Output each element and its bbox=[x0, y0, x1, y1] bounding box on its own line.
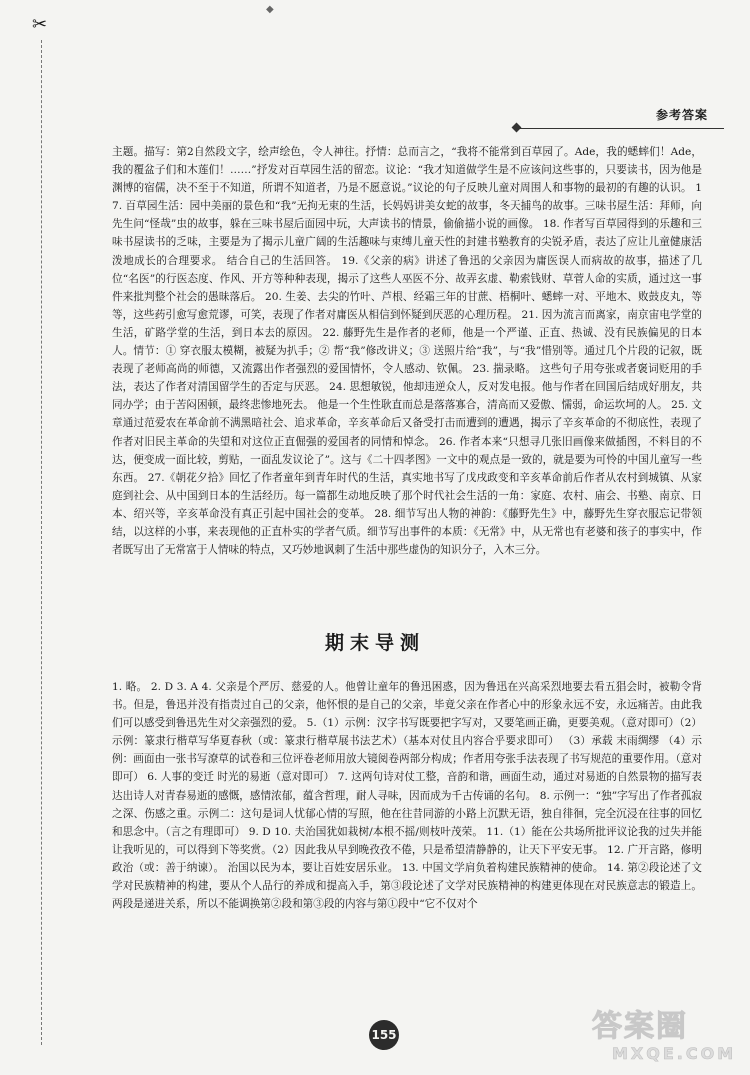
cut-line bbox=[41, 40, 42, 1045]
header-rule bbox=[520, 128, 724, 129]
header-label: 参考答案 bbox=[656, 108, 709, 122]
answer-paragraph-1: 主题。描写：第2自然段文字，绘声绘色，令人神往。抒情：总而言之，“我将不能常到百草园了。Ade，我的蟋蟀们！Ade，我的覆盆子们和木莲们！……”抒发对百草园生活的留恋。议论：“我才知道做学生是不应该问这些事的，只要读书，因为他是渊博的宿儒，决不至于不知道，所谓不知道者，乃是不愿意说。”议论的句子反映儿童对周围人和事物的最初的有趣的认识。 17. 百草园生活：园中美丽的景色和“我”无拘无束的生活，长妈妈讲美女蛇的故事，冬天捕鸟的故事。三味书屋生活：拜师，向先生问“怪哉”虫的故事，躲在三味书屋后面园中玩，大声读书的情景，偷偷描小说的画像。 18. 作者写百草园得到的乐趣和三味书屋读书的乏味，主要是为了揭示儿童广阔的生活趣味与束缚儿童天性的封建书塾教育的尖锐矛盾，表达了应让儿童健康活泼地成长的合理要求。 结合自己的生活回答。 19.《父亲的病》讲述了鲁迅的父亲因为庸医误人而病故的故事，描述了几位“名医”的行医态度、作风、开方等种种表现，揭示了这些人巫医不分、故弄玄虚、勒索钱财、草菅人命的实质，通过这一事件来批判整个社会的愚昧落后。 20. 生姜、去尖的竹叶、芦根、经霜三年的甘蔗、梧桐叶、蟋蟀一对、平地木、败鼓皮丸，等等，这些药引愈写愈荒谬，可笑，表现了作者对庸医从相信到怀疑到厌恶的心理历程。 21. 因为流言而离家，南京宙电学堂的生活，矿路学堂的生活，到日本去的原因。 22. 藤野先生是作者的老师，他是一个严谨、正直、热诚、没有民族偏见的日本人。情节：① 穿衣服太模糊，被疑为扒手；② 帮“我”修改讲义；③ 送照片给“我”，与“我”惜别等。通过几个片段的记叙，既表现了老师高尚的师德，又流露出作者强烈的爱国情怀，令人感动、钦佩。 23. 揣录略。 这些句子用夸张或者褒词贬用的手法，表达了作者对清国留学生的否定与厌恶。 24. 思想敏锐，他却违逆众人，反对发电报。他与作者在回国后结成好朋友，共同办学；由于苦闷困顿，最终悲惨地死去。 他是一个生性耿直而总是落落寡合，清高而又爱傲、懦弱，命运坎坷的人。 25. 文章通过范爱农在革命前不满黑暗社会、追求革命，辛亥革命后又备受打击而遭到的遭遇，揭示了辛亥革命的不彻底性，表现了作者对旧民主革命的失望和对这位正直倔强的爱国者的同情和悼念。 26. 作者本来“只想寻几张旧画像来做插图，不料目的不达，便变成一面比较，剪贴，一面乱发议论了”。这与《二十四孝图》一文中的观点是一致的，就是要为可怜的中国儿童写一些东西。 27.《朝花夕拾》回忆了作者童年到青年时代的生活，真实地书写了戊戌政变和辛亥革命前后作者从农村到城镇、从家庭到社会、从中国到日本的生活经历。每一篇都生动地反映了那个时代社会生活的一角：家庭、农村、庙会、书塾、南京、日本、绍兴等，辛亥革命没有真正引起中国社会的变革。 28. 细节写出人物的神韵：《藤野先生》中，藤野先生穿衣服忘记带领结，以这样的小事，来表现他的正直朴实的学者气质。细节写出事件的本质：《无常》中，从无常也有老婆和孩子的事实中，作者既写出了无常富于人情味的特点，又巧妙地讽刺了生活中那些虚伪的知识分子，入木三分。 bbox=[112, 146, 702, 557]
watermark-logo bbox=[592, 1009, 737, 1070]
watermark-bottom-text: MXQE.COM bbox=[612, 1044, 737, 1063]
section-title: 期末导测 bbox=[324, 632, 425, 654]
watermark-top-text: 答案圈 bbox=[592, 1009, 688, 1044]
decorative-dot: ◆ bbox=[266, 4, 274, 15]
scissors-icon: ✂ bbox=[32, 14, 48, 35]
answer-paragraph-2: 1. 略。 2. D 3. A 4. 父亲是个严厉、慈爱的人。他曾让童年的鲁迅困惑，因为鲁迅在兴高采烈地要去看五猖会时，被勒令背书。但是，鲁迅并没有指责过自己的父亲，他怀恨的是自己的父亲，毕竟父亲在作者心中的形象永远不安，永远痛苦。由此我们可以感受到鲁迅先生对父亲强烈的爱。 5.（1）示例：汉字书写既要把字写对，又要笔画正确，更要美观。（意对即可）（2）示例：篆隶行楷草写华夏春秋（或：篆隶行楷草展书法艺术）（基本对仗且内容合乎要求即可） （3）承载 末雨绸缪 （4）示例：画面由一张书写潦草的试卷和三位评卷老师用放大镜阅卷两部分构成；作者用夸张手法表现了书写规范的重要作用。（意对即可） 6. 人事的变迁 时光的易逝（意对即可） 7. 这两句诗对仗工整，音韵和谐，画面生动，通过对易逝的自然景物的描写表达出诗人对青春易逝的感慨，感情浓郁，蕴含哲理，耐人寻味，因而成为千古传诵的名句。 8. 示例一：“独”字写出了作者孤寂之深、伤感之重。示例二：这句是词人忧郁心情的写照，他在往昔同游的小路上沉默无语，独自徘徊，完全沉浸在往事的回忆和思念中。（言之有理即可） 9. D 10. 夫治国犹如栽树/本根不摇/则枝叶茂荣。 11.（1）能在公共场所批评议论我的过失并能让我听见的，可以得到下等奖赏。（2）因此我从早到晚孜孜不倦，只是希望清静静的，让天下平安无事。 12. 广开言路，修明政治（或：善于纳谏）。 治国以民为本，要让百姓安居乐业。 13. 中国文学肩负着构建民族精神的使命。 14. 第②段论述了文学对民族精神的构建，要从个人品行的养成和提高入手，第③段论述了文学对民族精神的构建更体现在对民族意志的锻造上。两段是递进关系，所以不能调换第②段和第③段的内容与第①段中“它不仅对个 bbox=[112, 681, 702, 911]
page-number: 155 bbox=[369, 1020, 399, 1050]
